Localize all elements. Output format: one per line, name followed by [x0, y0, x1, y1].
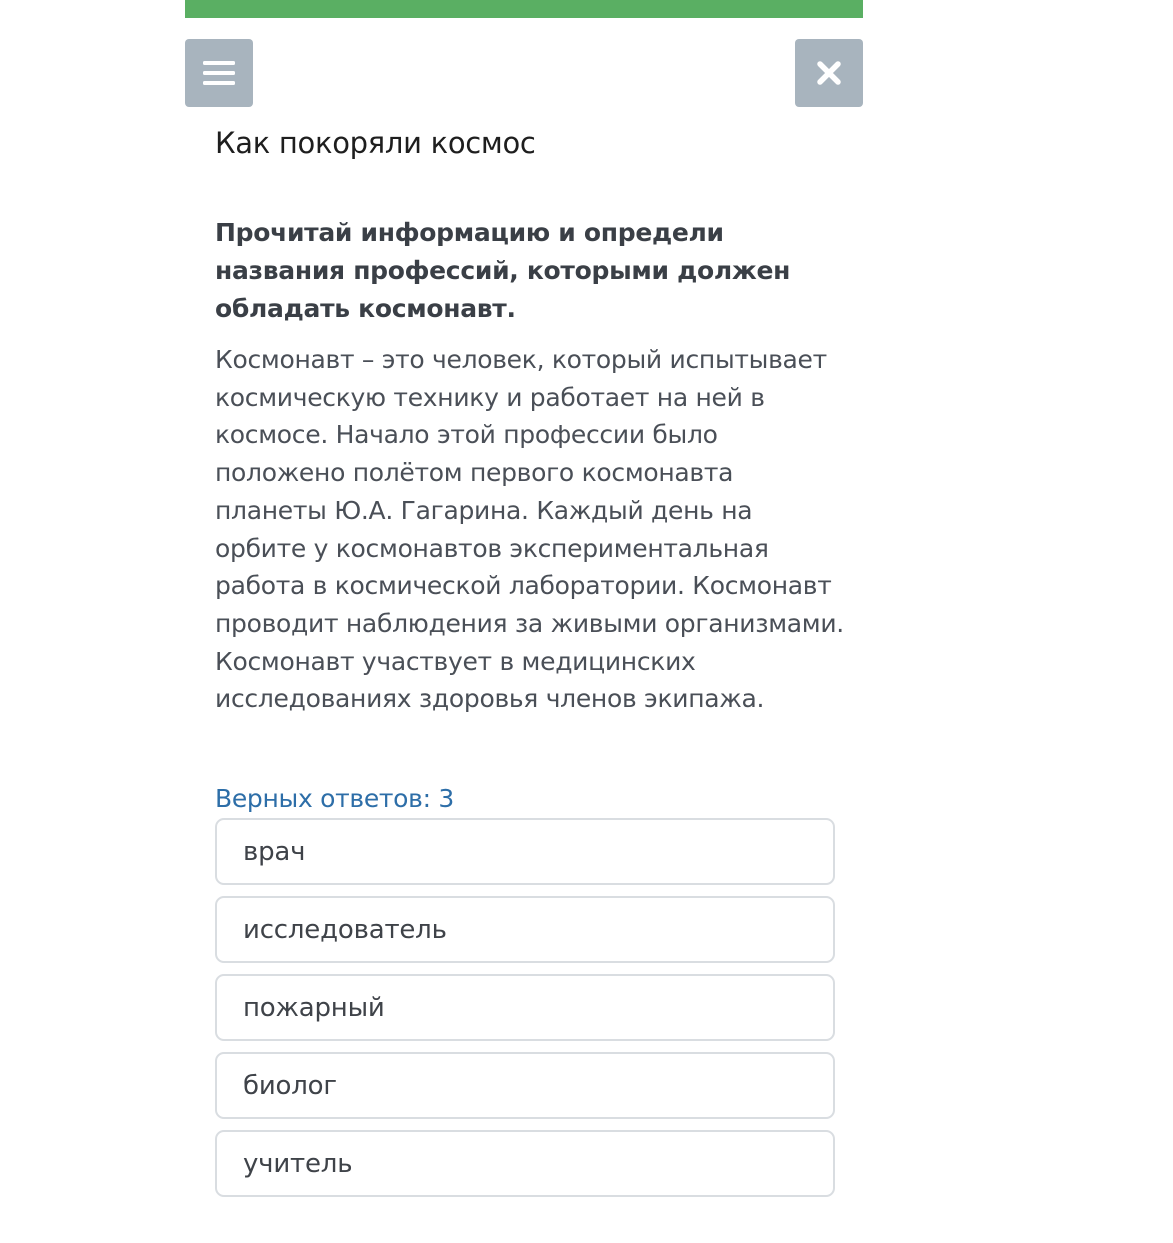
progress-bar-fill [185, 0, 863, 18]
lesson-title: Как покоряли космос [215, 126, 536, 160]
answer-options [215, 818, 835, 1208]
task-instruction: Прочитай информацию и определи названия профессий, которыми должен обладать космонавт. [215, 218, 791, 323]
correct-answers-count: Верных ответов: 3 [215, 784, 454, 813]
answer-option-label: биолог [243, 1070, 337, 1101]
answer-option-label: врач [243, 836, 306, 867]
hamburger-menu-icon [202, 59, 236, 87]
menu-button[interactable] [185, 39, 253, 107]
progress-bar [185, 0, 863, 18]
answer-option[interactable] [215, 818, 835, 885]
answer-option[interactable] [215, 896, 835, 963]
answer-option[interactable] [215, 1130, 835, 1197]
answer-option-label: исследователь [243, 914, 447, 945]
answer-option[interactable] [215, 1052, 835, 1119]
answer-option[interactable] [215, 974, 835, 1041]
lesson-panel [185, 0, 863, 1243]
answer-option-label: учитель [243, 1148, 353, 1179]
task-passage: Космонавт – это человек, который испытывает космическую технику и работает на ней в космосе. Начало этой профессии было положено полётом первого космонавта планеты Ю.А. Гагарина. Каждый день на орбите у космонавтов экспериментальная работа в космической лаборатории. Космонавт проводит наблюдения за живыми организмами. Космонавт участвует в медицинских исследованиях здоровья членов экипажа. [215, 345, 844, 714]
answer-option-label: пожарный [243, 992, 385, 1023]
close-button[interactable] [795, 39, 863, 107]
close-x-icon [816, 60, 842, 86]
